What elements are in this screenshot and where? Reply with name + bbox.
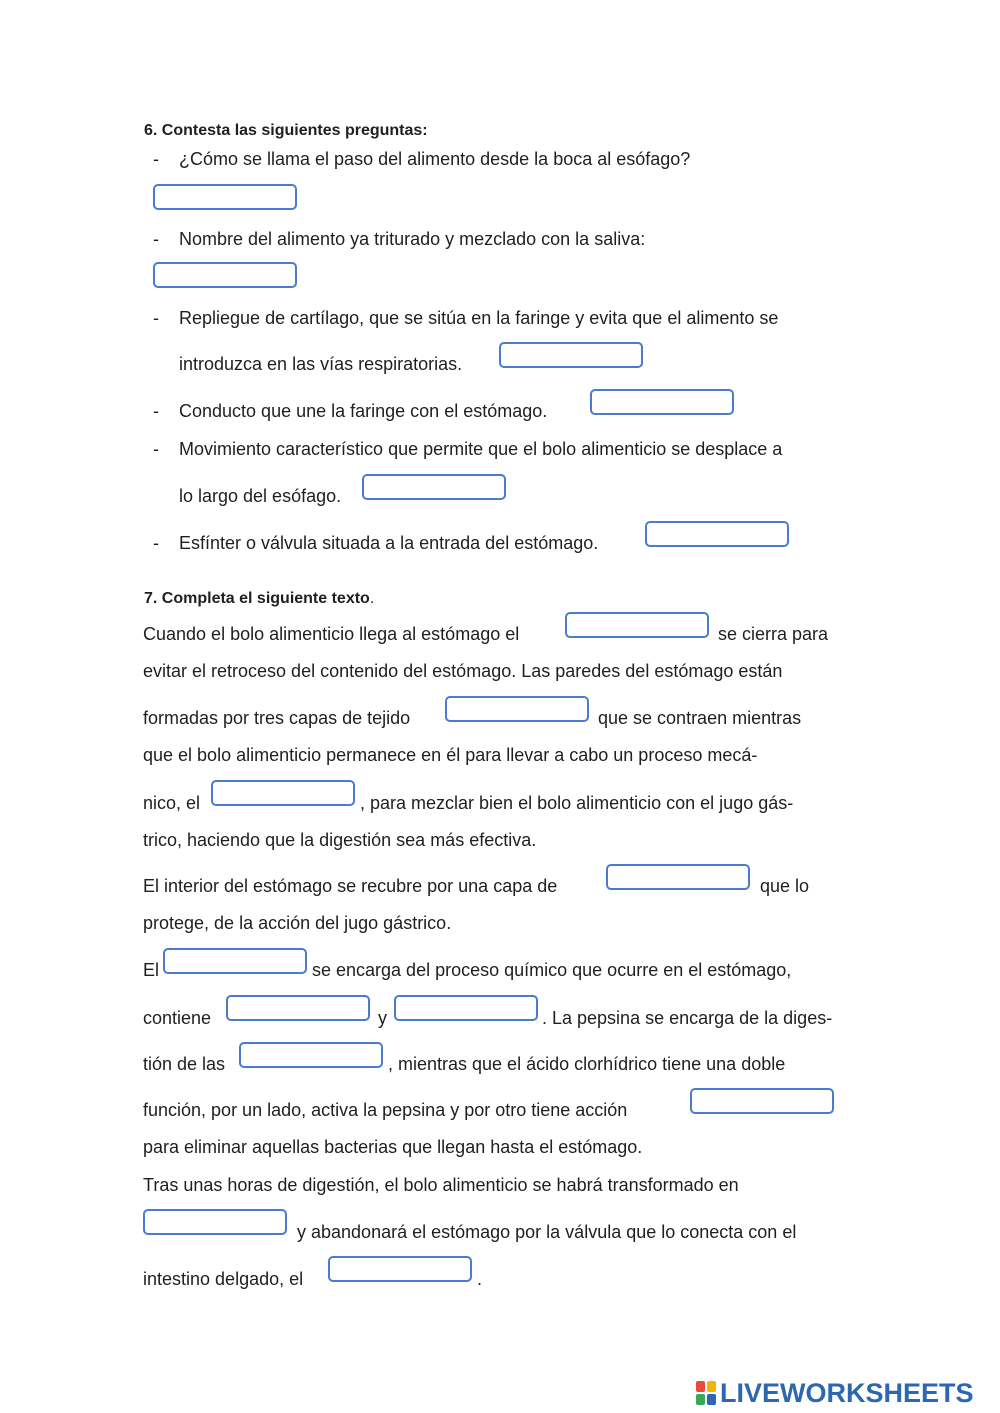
answer-input-muscle-tissue[interactable]: [445, 696, 589, 722]
q7-text-line: . La pepsina se encarga de la diges-: [542, 1008, 833, 1028]
liveworksheets-logo-icon: [696, 1380, 718, 1406]
q7-text-line: para eliminar aquellas bacterias que llegan hasta el estómago.: [143, 1137, 643, 1157]
answer-input-churning[interactable]: [211, 780, 355, 806]
q7-text-line: , para mezclar bien el bolo alimenticio con el jugo gás-: [360, 793, 794, 813]
answer-input-epiglottis[interactable]: [499, 342, 643, 368]
answer-input-peristalsis[interactable]: [362, 474, 506, 500]
q7-text-line: que se contraen mientras: [598, 708, 802, 728]
q6-bullet: -: [153, 229, 159, 249]
q7-text-line: Cuando el bolo alimenticio llega al estómago el: [143, 624, 520, 644]
q6-bullet: -: [153, 149, 159, 169]
q7-title-row: [144, 586, 374, 610]
q6-item-1-text: ¿Cómo se llama el paso del alimento desde la boca al esófago?: [179, 149, 691, 169]
q7-title-period: .: [369, 590, 375, 607]
q7-title: 7. Completa el siguiente texto: [144, 590, 370, 607]
q6-bullet: -: [153, 533, 159, 553]
brand-name: LIVEWORKSHEETS: [720, 1377, 974, 1408]
q7-text-line: y: [378, 1008, 387, 1028]
answer-input-gastric-juice[interactable]: [163, 948, 307, 974]
q7-text-line: protege, de la acción del jugo gástrico.: [143, 913, 452, 933]
q6-item-6-text: Esfínter o válvula situada a la entrada del estómago.: [179, 533, 599, 553]
q7-text-line: El: [143, 960, 160, 980]
q7-text-line: función, por un lado, activa la pepsina y por otro tiene acción: [143, 1100, 628, 1120]
q6-item-2-text: Nombre del alimento ya triturado y mezclado con la saliva:: [179, 229, 646, 249]
answer-input-proteins[interactable]: [239, 1042, 383, 1068]
q7-text-line: contiene: [143, 1008, 212, 1028]
answer-input-pylorus[interactable]: [328, 1256, 472, 1282]
q7-text-line: intestino delgado, el: [143, 1269, 304, 1289]
answer-input-esophagus[interactable]: [590, 389, 734, 415]
q7-text-line: tión de las: [143, 1054, 226, 1074]
q7-text-line: y abandonará el estómago por la válvula que lo conecta con el: [297, 1222, 797, 1242]
liveworksheets-logo[interactable]: [696, 1378, 974, 1408]
q7-text-line: , mientras que el ácido clorhídrico tiene una doble: [388, 1054, 786, 1074]
q7-text-line: que lo: [760, 876, 810, 896]
answer-input-bolus[interactable]: [153, 262, 297, 288]
q6-item-5-text-cont: lo largo del esófago.: [179, 486, 342, 506]
q6-bullet: -: [153, 401, 159, 421]
answer-input-cardia[interactable]: [645, 521, 789, 547]
q7-text-line: El interior del estómago se recubre por una capa de: [143, 876, 558, 896]
q7-text-line: evitar el retroceso del contenido del estómago. Las paredes del estómago están: [143, 661, 783, 681]
q7-text-line: Tras unas horas de digestión, el bolo alimenticio se habrá transformado en: [143, 1175, 739, 1195]
answer-input-pepsin[interactable]: [226, 995, 370, 1021]
answer-input-mucus[interactable]: [606, 864, 750, 890]
q6-item-3-text: Repliegue de cartílago, que se sitúa en la faringe y evita que el alimento se: [179, 308, 779, 328]
answer-input-chyme[interactable]: [143, 1209, 287, 1235]
q7-text-line: nico, el: [143, 793, 201, 813]
answer-input-cardia-2[interactable]: [565, 612, 709, 638]
q7-text-line: se encarga del proceso químico que ocurre en el estómago,: [312, 960, 792, 980]
q7-text-line: que el bolo alimenticio permanece en él para llevar a cabo un proceso mecá-: [143, 745, 758, 765]
q6-bullet: -: [153, 439, 159, 459]
q6-item-3-text-cont: introduzca en las vías respiratorias.: [179, 354, 463, 374]
q7-text-line: trico, haciendo que la digestión sea más efectiva.: [143, 830, 537, 850]
answer-input-antiseptic[interactable]: [690, 1088, 834, 1114]
q6-title: 6. Contesta las siguientes preguntas:: [144, 122, 428, 139]
answer-input-hydrochloric-acid[interactable]: [394, 995, 538, 1021]
q7-text-line: se cierra para: [718, 624, 829, 644]
q7-text-line: .: [477, 1269, 483, 1289]
q6-item-5-text: Movimiento característico que permite que el bolo alimenticio se desplace a: [179, 439, 783, 459]
q6-item-4-text: Conducto que une la faringe con el estómago.: [179, 401, 548, 421]
answer-input-swallowing[interactable]: [153, 184, 297, 210]
q7-text-line: formadas por tres capas de tejido: [143, 708, 411, 728]
q6-bullet: -: [153, 308, 159, 328]
